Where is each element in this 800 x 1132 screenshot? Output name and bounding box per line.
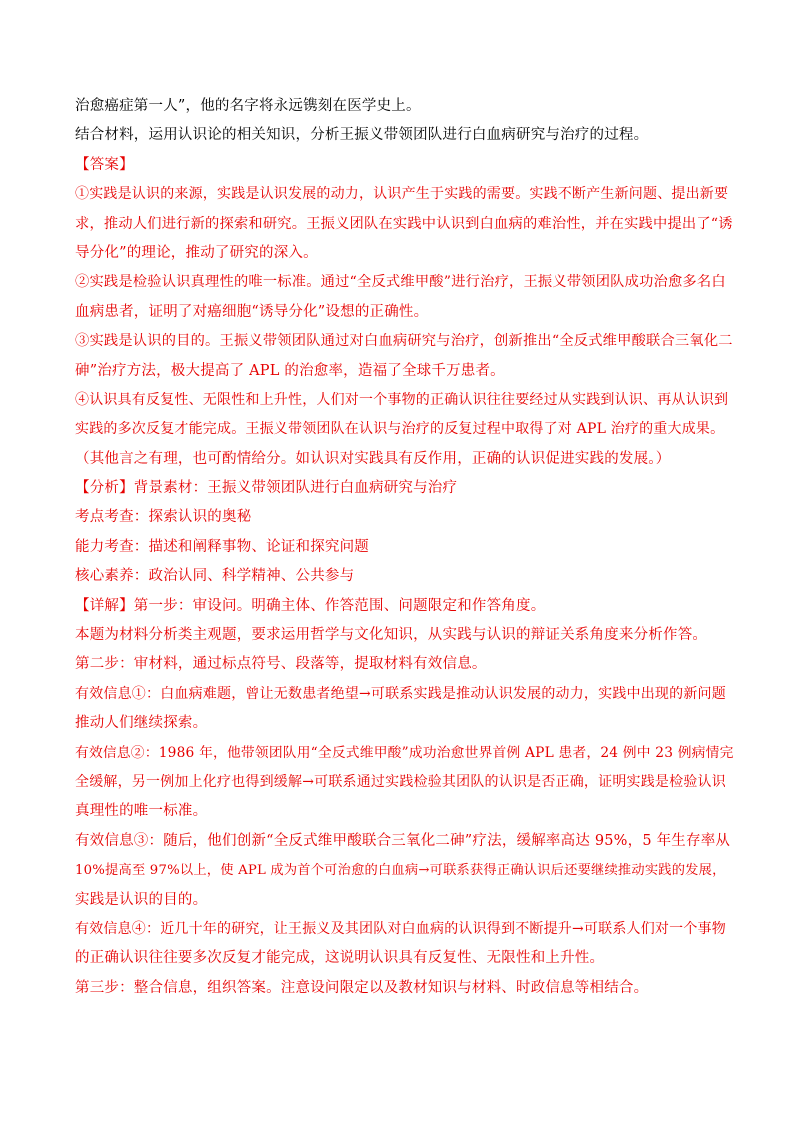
detail-text: 本题为材料分析类主观题，要求运用哲学与文化知识，从实践与认识的辩证关系角度来分析作答。 xyxy=(75,627,708,644)
info-3-cont: 10%提高至 97%以上，使 APL 成为首个可治愈的白血病→可联系获得正确认识后还要继续推动实践的发展， xyxy=(75,863,726,879)
analysis-literacy: 核心素养：政治认同、科学精神、公共参与 xyxy=(75,568,355,585)
answer-point-4: ④认识具有反复性、无限性和上升性，人们对一个事物的正确认识往往要经过从实践到认识、再从认识到 xyxy=(75,391,729,408)
analysis-ability: 能力考查：描述和阐释事物、论证和探究问题 xyxy=(75,538,369,555)
answer-point-1-cont: 求，推动人们进行新的探索和研究。王振义团队在实践中认识到白血病的难治性，并在实践中提出了“诱 xyxy=(75,215,733,232)
info-2-cont: 真理性的唯一标准。 xyxy=(75,803,208,820)
answer-note: （其他言之有理，也可酌情给分。如认识对实践具有反作用，正确的认识促进实践的发展。） xyxy=(75,450,671,467)
question-line: 结合材料，运用认识论的相关知识，分析王振义带领团队进行白血病研究与治疗的过程。 xyxy=(75,127,649,144)
text-line: 治愈癌症第一人”，他的名字将永远镌刻在医学史上。 xyxy=(75,98,421,114)
answer-heading: 【答案】 xyxy=(75,156,134,173)
detail-step-3: 第三步：整合信息，组织答案。注意设问限定以及教材知识与材料、时政信息等相结合。 xyxy=(75,979,649,996)
answer-point-1: ①实践是认识的来源，实践是认识发展的动力，认识产生于实践的需要。实践不断产生新问题、提出新要 xyxy=(75,186,729,203)
analysis-topic: 考点考查：探索认识的奥秘 xyxy=(75,509,252,526)
info-3: 有效信息③：随后，他们创新“全反式维甲酸联合三氧化二砷”疗法，缓解率高达 95%，5 年生存率从 xyxy=(75,832,731,849)
analysis-heading: 【分析】背景素材：王振义带领团队进行白血病研究与治疗 xyxy=(75,480,458,497)
answer-point-2: ②实践是检验认识真理性的唯一标准。通过“全反式维甲酸”进行治疗，王振义带领团队成功治愈多名白 xyxy=(75,274,726,291)
answer-point-3: ③实践是认识的目的。王振义带领团队通过对白血病研究与治疗，创新推出“全反式维甲酸联合三氧化二 xyxy=(75,333,733,350)
answer-point-1-cont: 导分化”的理论，推动了研究的深入。 xyxy=(75,244,318,261)
info-2-cont: 全缓解，另一例加上化疗也得到缓解→可联系通过实践检验其团队的认识是否正确，证明实践是检验认识 xyxy=(75,773,726,790)
answer-point-4-cont: 实践的多次反复才能完成。王振义带领团队在认识与治疗的反复过程中取得了对 APL 治疗的重大成果。 xyxy=(75,421,725,438)
detail-heading: 【详解】第一步：审设问。明确主体、作答范围、问题限定和作答角度。 xyxy=(75,597,546,614)
info-4: 有效信息④：近几十年的研究，让王振义及其团队对白血病的认识得到不断提升→可联系人们对一个事物 xyxy=(75,920,726,937)
info-1-cont: 推动人们继续探索。 xyxy=(75,715,208,732)
document-body xyxy=(75,92,735,1003)
answer-point-2-cont: 血病患者，证明了对癌细胞“诱导分化”设想的正确性。 xyxy=(75,303,429,320)
info-2: 有效信息②：1986 年，他带领团队用“全反式维甲酸”成功治愈世界首例 APL 患者，24 例中 23 例病情完 xyxy=(75,744,734,761)
info-4-cont: 的正确认识往往要多次反复才能完成，这说明认识具有反复性、无限性和上升性。 xyxy=(75,950,605,967)
detail-step-2: 第二步：审材料，通过标点符号、段落等，提取材料有效信息。 xyxy=(75,656,487,673)
info-1: 有效信息①：白血病难题，曾让无数患者绝望→可联系实践是推动认识发展的动力，实践中出现的新问题 xyxy=(75,685,726,702)
answer-point-3-cont: 砷”治疗方法，极大提高了 APL 的治愈率，造福了全球千万患者。 xyxy=(75,362,505,379)
info-3-cont: 实践是认识的目的。 xyxy=(75,891,208,908)
